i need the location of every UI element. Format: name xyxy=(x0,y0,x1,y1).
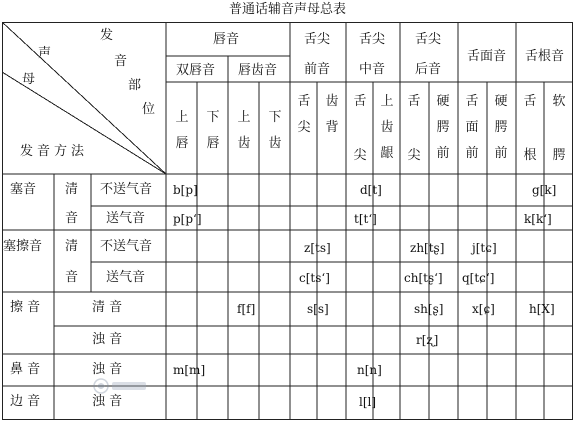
row-ca-zhuoyin: 浊 音 xyxy=(92,332,123,347)
diag-method: 发音方法 xyxy=(20,144,89,159)
header-jianhou-1: 舌尖 xyxy=(415,32,442,47)
row-sedian: 塞音 xyxy=(10,182,37,197)
col-xiachun-2: 唇 xyxy=(206,136,220,151)
col-qian-shejian-2: 尖 xyxy=(297,120,311,135)
cell-m: m[m] xyxy=(173,363,206,377)
col-mian-yingeqian-1: 硬 xyxy=(494,94,508,109)
header-jianhou-2: 后音 xyxy=(415,62,442,77)
col-shemianqian-2: 面 xyxy=(465,120,479,135)
row-sedian-busongqi: 不送气音 xyxy=(100,182,153,197)
cell-s: s[s] xyxy=(307,302,329,316)
table-title: 普通话辅音声母总表 xyxy=(228,2,346,17)
cell-z: z[ts] xyxy=(304,241,331,255)
row-secayin: 塞擦音 xyxy=(3,239,43,254)
diag-mu: 母 xyxy=(22,72,36,87)
cell-p: p[p‘] xyxy=(173,212,202,226)
diag-yin: 音 xyxy=(114,54,128,69)
col-chibei-1: 齿 xyxy=(325,94,339,109)
row-seca-qing-2: 音 xyxy=(65,270,79,285)
row-sedian-qing-1: 清 xyxy=(65,182,79,197)
header-shegen: 舌根音 xyxy=(525,49,565,64)
col-hou-shejian-1: 舌 xyxy=(407,94,421,109)
col-shegen-2: 根 xyxy=(523,148,537,163)
col-zhong-shejian-1: 舌 xyxy=(353,94,367,109)
header-shemian: 舌面音 xyxy=(467,49,507,64)
header-jianzhong-1: 舌尖 xyxy=(359,32,386,47)
cell-b: b[p] xyxy=(173,183,198,197)
col-shangchiyin-2: 齿 xyxy=(380,120,394,135)
cell-sh: sh[ʂ] xyxy=(414,302,444,316)
col-xiachun-1: 下 xyxy=(206,110,220,125)
col-mian-yingeqian-3: 前 xyxy=(494,146,508,161)
cell-x: x[ɕ] xyxy=(472,302,495,316)
row-ca-qingyin: 清 音 xyxy=(92,300,123,315)
col-ruane-1: 软 xyxy=(552,94,566,109)
header-chunyin: 唇音 xyxy=(213,32,240,47)
consonant-table xyxy=(2,22,573,420)
col-xiachi-2: 齿 xyxy=(268,136,282,151)
col-shangchun-1: 上 xyxy=(175,110,189,125)
cell-zh: zh[tʂ] xyxy=(410,241,445,255)
col-hou-yingeqian-1: 硬 xyxy=(436,94,450,109)
diag-bu: 部 xyxy=(128,78,142,93)
cell-r: r[ʐ] xyxy=(416,333,439,347)
table-grid xyxy=(2,22,573,420)
col-shangchun-2: 唇 xyxy=(175,136,189,151)
col-shegen-1: 舌 xyxy=(523,94,537,109)
cell-j: j[tɕ] xyxy=(472,241,497,255)
col-qian-shejian-1: 舌 xyxy=(297,94,311,109)
col-shangchiyin-3: 龈 xyxy=(380,146,394,161)
diag-fa: 发 xyxy=(100,28,114,43)
col-hou-yingeqian-3: 前 xyxy=(436,146,450,161)
col-chibei-2: 背 xyxy=(325,120,339,135)
row-sedian-qing-2: 音 xyxy=(65,211,79,226)
cell-c: c[ts‘] xyxy=(299,271,330,285)
cell-d: d[t] xyxy=(360,183,382,197)
row-biyin: 鼻 音 xyxy=(10,362,41,377)
cell-t: t[t‘] xyxy=(354,212,377,226)
cell-ch: ch[tʂ‘] xyxy=(404,271,443,285)
col-shangchiyin-1: 上 xyxy=(380,94,394,109)
row-sedian-songqi: 送气音 xyxy=(106,211,146,226)
col-shangchi-1: 上 xyxy=(237,110,251,125)
header-chunchi: 唇齿音 xyxy=(238,63,278,78)
col-shemianqian-3: 前 xyxy=(465,146,479,161)
row-seca-songqi: 送气音 xyxy=(106,270,146,285)
col-mian-yingeqian-2: 腭 xyxy=(494,120,508,135)
cell-f: f[f] xyxy=(237,302,256,316)
col-xiachi-1: 下 xyxy=(268,110,282,125)
cell-h: h[X] xyxy=(529,302,555,316)
header-shuangchun: 双唇音 xyxy=(176,63,216,78)
header-jianqian-2: 前音 xyxy=(304,62,331,77)
cell-n: n[n] xyxy=(357,363,382,377)
col-shangchi-2: 齿 xyxy=(237,136,251,151)
diag-sheng: 声 xyxy=(38,46,52,61)
col-ruane-2: 腭 xyxy=(552,148,566,163)
cell-k: k[k‘] xyxy=(524,212,552,226)
row-seca-qing-1: 清 xyxy=(65,239,79,254)
cell-g: g[k] xyxy=(532,183,557,197)
cell-l: l[l] xyxy=(359,395,377,409)
row-bi-zhuoyin: 浊 音 xyxy=(92,362,123,377)
row-seca-busongqi: 不送气音 xyxy=(100,239,153,254)
cell-q: q[tɕ‘] xyxy=(462,271,495,285)
row-bian-zhuoyin: 浊 音 xyxy=(92,394,123,409)
row-bianyin: 边 音 xyxy=(10,394,41,409)
watermark-logo xyxy=(92,376,152,396)
col-hou-yingeqian-2: 腭 xyxy=(436,120,450,135)
col-zhong-shejian-2: 尖 xyxy=(353,148,367,163)
header-jianqian-1: 舌尖 xyxy=(304,32,331,47)
row-cayin: 擦 音 xyxy=(10,300,41,315)
col-shemianqian-1: 舌 xyxy=(465,94,479,109)
col-hou-shejian-2: 尖 xyxy=(407,148,421,163)
diag-wei: 位 xyxy=(142,102,156,117)
header-jianzhong-2: 中音 xyxy=(359,62,386,77)
